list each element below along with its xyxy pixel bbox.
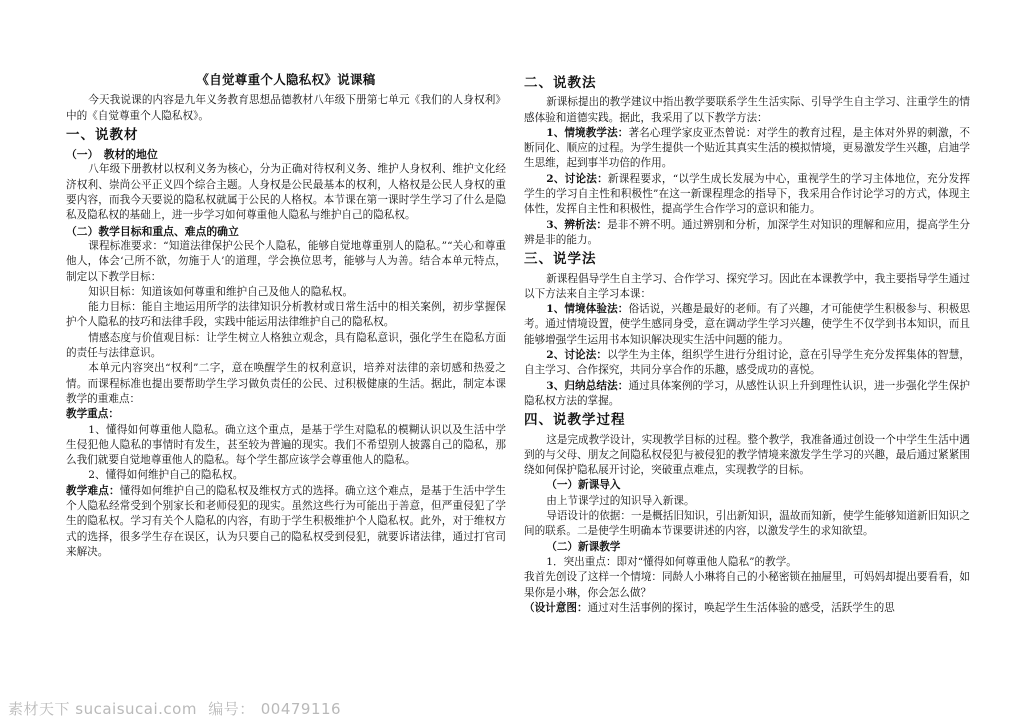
paragraph-curriculum-standard: 课程标准要求：“知道法律保护公民个人隐私，能够自觉地尊重别人的隐私。”“关心和尊重他人，体会‘己所不欲，勿施于人’的道理，学会换位思考，能够与人为善。结合本单元特点，制定以下教学目标： (66, 239, 506, 283)
step-2-heading: （二）新课教学 (546, 540, 621, 553)
paragraph-process-intro: 这是完成教学设计，实现教学目标的过程。整个教学，我准备通过创设一个中学生生活中遇到的与父母、朋友之间隐私权侵犯与被侵犯的教学情境来激发学生学习的兴趣，最后通过紧紧围绕如何保护隐私展开讨论，突破重点难点，实现教学的目标。 (524, 433, 970, 477)
method-3-text: 是非不辨不明。通过辨别和分析，加深学生对知识的理解和应用，提高学生分辨是非的能力。 (524, 218, 971, 246)
section-heading-process: 四、说教学过程 (524, 412, 626, 429)
paragraph-method-intro: 新课标提出的教学建议中指出教学要联系学生生活实际、引导学生自主学习、注重学生的情感体验和道德实践。据此，我采用了以下教学方法： (524, 96, 970, 124)
learning-method-1-text: 俗话说，兴趣是最好的老师。有了兴趣，才可能使学生积极参与、积极思考。通过情境设置，使学生感同身受，意在调动学生学习兴趣，使学生不仅学到书本知识，而且能够增强学生运用书本知识解决现实生活中问题的能力。 (524, 303, 970, 346)
design-intent-text: 通过对生活事例的探讨，唤起学生生活体验的感受，活跃学生的思 (587, 601, 895, 614)
subheading-goals: （二）教学目标和重点、难点的确立 (66, 224, 239, 238)
watermark-site: 素材天下 sucaisucai.com (8, 700, 197, 718)
learning-method-3-label: 3、归纳总结法： (546, 379, 629, 392)
paragraph-key-difficulty-intro: 本单元内容突出“权利”二字，意在唤醒学生的权利意识，培养对法律的亲切感和热爱之情。而课程标准也提出要帮助学生学习做负责任的公民、过积极健康的生活。据此，制定本课教学的重难点： (66, 362, 506, 405)
learning-method-2-text: 以学生为主体，组织学生进行分组讨论，意在引导学生充分发挥集体的智慧，自主学习、合作探究，共同分享合作的乐趣，感受成功的喜悦。 (524, 349, 971, 377)
method-2-text: 新课程要求，“以学生成长发展为中心，重视学生的学习主体地位，充分发挥学生的学习自主性和积极性”在这一新课程理念的指导下，我采用合作讨论学习的方式，体现主体性，发挥自主性和积极性，提高学生合作学习的意识和能力。 (524, 172, 970, 216)
method-2-label: 2、讨论法： (546, 172, 608, 185)
difficulty-paragraph (66, 484, 506, 560)
goal-knowledge: 知识目标：知道该如何尊重和维护自己及他人的隐私权。 (88, 285, 354, 298)
design-intent (524, 601, 970, 616)
left-column (66, 72, 506, 560)
watermark-id-value: 00479116 (260, 700, 342, 718)
learning-method-1 (524, 302, 970, 348)
paragraph-material-position: 八年级下册教材以权利义务为核心，分为正确对待权利义务、维护人身权利、维护文化经济权利、崇尚公平正义四个综合主题。人身权是公民最基本的权利，人格权是公民人身权的重要内容，而我今天要说的隐私权就属于公民的人格权。本节课在第一课时学生学习了什么是隐私及隐私权的基础上，进一步学习如何尊重他人隐私与维护自己的隐私权。 (66, 163, 506, 222)
section-heading-teaching-method: 二、说教法 (524, 75, 597, 91)
intro-paragraph: 今天我说课的内容是九年义务教育思想品德教材八年级下册第七单元《我们的人身权利》中的《自觉尊重个人隐私权》。 (66, 94, 506, 122)
document-title: 《自觉尊重个人隐私权》说课稿 (196, 72, 376, 87)
goal-ability: 能力目标：能自主地运用所学的法律知识分析教材或日常生活中的相关案例，初步掌握保护个人隐私的技巧和法律手段，实践中能运用法律维护自己的隐私权。 (66, 301, 506, 329)
method-2 (524, 172, 970, 218)
key-points-label: 教学重点： (66, 408, 119, 421)
section-heading-teaching-material: 一、说教材 (66, 126, 139, 143)
method-1 (524, 126, 970, 172)
step-2-scenario: 我首先创设了这样一个情境：同龄人小琳将自己的小秘密锁在抽屉里，可妈妈却提出要看看，如果你是小琳，你会怎么做？ (524, 571, 970, 599)
difficulty-label: 教学难点： (66, 484, 120, 497)
learning-method-1-label: 1、情境体验法： (546, 303, 629, 316)
method-1-label: 1、情境教学法： (546, 126, 629, 139)
right-column (524, 72, 970, 616)
watermark-id-label: 编号： (208, 700, 255, 718)
step-1-heading: （一）新课导入 (546, 479, 621, 492)
design-intent-label: （设计意图： (524, 601, 588, 614)
learning-method-2 (524, 348, 970, 379)
learning-method-2-label: 2、讨论法： (546, 349, 608, 362)
watermark-footer (0, 697, 1024, 721)
key-point-2: 2、懂得如何维护自己的隐私权。 (88, 469, 244, 482)
method-1-text: 著名心理学家皮亚杰曾说：对学生的教育过程，是主体对外界的刺激，不断同化、顺应的过程。为学生提供一个贴近其真实生活的模拟情境，更易激发学生兴趣，启迪学生思维，起到事半功倍的作用。 (524, 126, 970, 170)
step-1-design: 导语设计的依据：一是概括旧知识，引出新知识，温故而知新，使学生能够知道新旧知识之间的联系。二是使学生明确本节课要讲述的内容，以激发学生的求知欲望。 (524, 510, 970, 538)
key-point-1: 1、懂得如何尊重他人隐私。确立这个重点，是基于学生对隐私的模糊认识以及生活中学生侵犯他人隐私的事情时有发生，甚至较为普遍的现实。我们不希望别人披露自己的隐私，那么我们就要自觉地尊重他人的隐私。每个学生都应该学会尊重他人的隐私。 (66, 423, 506, 467)
difficulty-text: 懂得如何维护自己的隐私权及维权方式的选择。确立这个难点，是基于生活中学生个人隐私经常受到个别家长和老师侵犯的现实。虽然这些行为可能出于善意，但严重侵犯了学生的隐私权。学习有关个人隐私的内容，有助于学生积极维护个人隐私权。此外，对于维权方式的选择，很多学生存在误区，认为只要自己的隐私权受到侵犯，就要诉诸法律，通过打官司来解决。 (66, 484, 507, 558)
section-heading-learning-method: 三、说学法 (524, 251, 597, 268)
goal-emotion: 情感态度与价值观目标：让学生树立人格独立观念，具有隐私意识，强化学生在隐私方面的责任与法律意识。 (66, 331, 506, 360)
learning-method-3 (524, 379, 970, 410)
paragraph-learning-intro: 新课程倡导学生自主学习、合作学习、探究学习。因此在本课教学中，我主要指导学生通过以下方法来自主学习本课： (524, 272, 970, 300)
subheading-material-position: （一） 教材的地位 (66, 148, 158, 162)
step-1-text: 由上节课学过的知识导入新课。 (546, 494, 695, 507)
method-3-label: 3、辨析法： (546, 218, 608, 231)
learning-method-3-text: 通过具体案例的学习，从感性认识上升到理性认识，进一步强化学生保护隐私权方法的掌握。 (524, 379, 970, 407)
step-2-focus: 1．突出重点：即对“懂得如何尊重他人隐私”的教学。 (546, 555, 797, 568)
method-3 (524, 218, 970, 249)
